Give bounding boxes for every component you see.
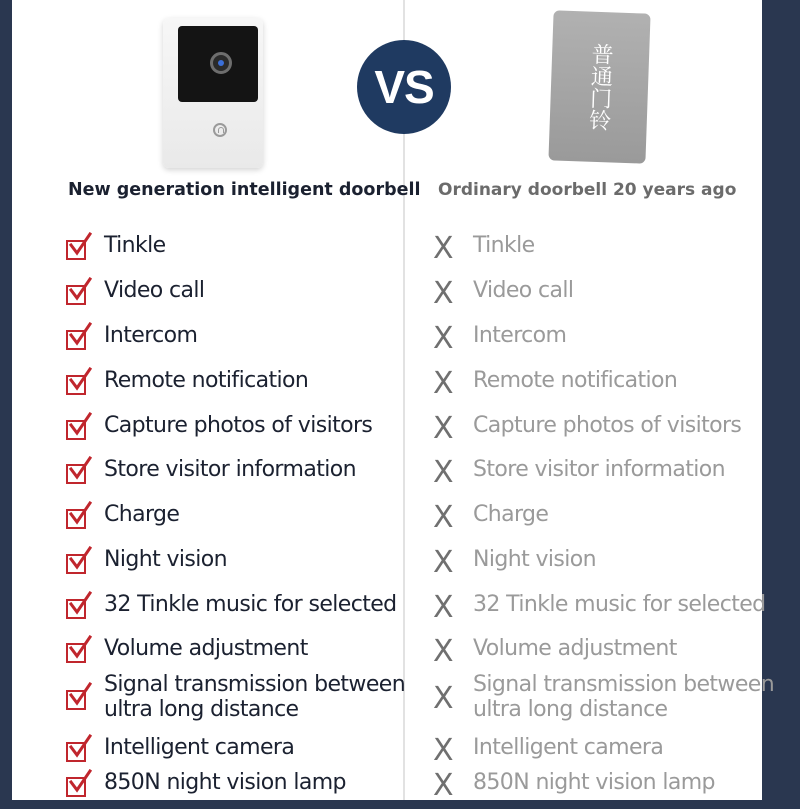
- feature-label-right: Signal transmission between ultra long distance: [473, 672, 775, 722]
- old-doorbell-char: 门: [586, 86, 612, 110]
- x-cross-icon: X: [433, 768, 454, 803]
- feature-label-left: Remote notification: [104, 368, 309, 393]
- feature-row: [0, 232, 800, 272]
- vs-badge: VS: [357, 40, 451, 134]
- feature-label-left: 850N night vision lamp: [104, 770, 346, 795]
- old-doorbell-char: 普: [587, 42, 614, 66]
- feature-label-right: Intercom: [473, 323, 567, 348]
- feature-row: [0, 672, 800, 722]
- feature-row: [0, 367, 800, 407]
- x-cross-icon: X: [433, 231, 454, 266]
- feature-row: [0, 734, 800, 774]
- feature-row: [0, 456, 800, 496]
- smart-doorbell-image: [163, 18, 263, 168]
- bell-button-icon: [213, 123, 227, 137]
- checkbox-checked-icon: [66, 460, 90, 484]
- checkbox-checked-icon: [66, 738, 90, 762]
- right-column-heading: Ordinary doorbell 20 years ago: [438, 180, 737, 200]
- feature-row: [0, 591, 800, 631]
- feature-label-left: Intercom: [104, 323, 198, 348]
- feature-label-right: Capture photos of visitors: [473, 413, 742, 438]
- feature-label-left: Signal transmission between ultra long distance: [104, 672, 406, 722]
- feature-label-right: Remote notification: [473, 368, 678, 393]
- checkbox-checked-icon: [66, 416, 90, 440]
- feature-row: [0, 501, 800, 541]
- checkbox-checked-icon: [66, 281, 90, 305]
- x-cross-icon: X: [433, 321, 454, 356]
- feature-label-right: Tinkle: [473, 233, 535, 258]
- feature-label-left: Capture photos of visitors: [104, 413, 373, 438]
- checkbox-checked-icon: [66, 326, 90, 350]
- feature-label-right: Intelligent camera: [473, 735, 664, 760]
- old-doorbell-char: 铃: [585, 108, 612, 132]
- feature-label-left: Night vision: [104, 547, 228, 572]
- feature-row: [0, 412, 800, 452]
- feature-label-right: Night vision: [473, 547, 597, 572]
- old-doorbell-label: [549, 20, 650, 153]
- feature-label-right: 850N night vision lamp: [473, 770, 715, 795]
- feature-label-right: 32 Tinkle music for selected: [473, 592, 766, 617]
- x-cross-icon: X: [433, 411, 454, 446]
- feature-label-left: Store visitor information: [104, 457, 356, 482]
- feature-label-right: Store visitor information: [473, 457, 725, 482]
- checkbox-checked-icon: [66, 236, 90, 260]
- x-cross-icon: X: [433, 733, 454, 768]
- checkbox-checked-icon: [66, 639, 90, 663]
- checkbox-checked-icon: [66, 550, 90, 574]
- feature-label-left: Intelligent camera: [104, 735, 295, 760]
- checkbox-checked-icon: [66, 371, 90, 395]
- x-cross-icon: X: [433, 590, 454, 625]
- x-cross-icon: X: [433, 366, 454, 401]
- feature-label-left: Charge: [104, 502, 180, 527]
- x-cross-icon: X: [433, 634, 454, 669]
- old-doorbell-image: [548, 10, 650, 163]
- feature-label-left: Video call: [104, 278, 205, 303]
- checkbox-checked-icon: [66, 773, 90, 797]
- feature-row: [0, 769, 800, 809]
- x-cross-icon: X: [433, 545, 454, 580]
- feature-label-left: 32 Tinkle music for selected: [104, 592, 397, 617]
- feature-row: [0, 546, 800, 586]
- checkbox-checked-icon: [66, 505, 90, 529]
- x-cross-icon: X: [433, 455, 454, 490]
- feature-label-left: Volume adjustment: [104, 636, 308, 661]
- feature-row: [0, 322, 800, 362]
- feature-label-right: Video call: [473, 278, 574, 303]
- feature-label-right: Charge: [473, 502, 549, 527]
- x-cross-icon: X: [433, 276, 454, 311]
- checkbox-checked-icon: [66, 686, 90, 710]
- camera-lens-icon: [210, 52, 232, 74]
- old-doorbell-char: 通: [587, 64, 613, 88]
- feature-label-left: Tinkle: [104, 233, 166, 258]
- x-cross-icon: X: [433, 681, 454, 716]
- feature-label-right: Volume adjustment: [473, 636, 677, 661]
- x-cross-icon: X: [433, 500, 454, 535]
- doorbell-camera-panel: [178, 26, 258, 102]
- checkbox-checked-icon: [66, 595, 90, 619]
- feature-row: [0, 635, 800, 675]
- left-column-heading: New generation intelligent doorbell: [68, 180, 421, 200]
- feature-row: [0, 277, 800, 317]
